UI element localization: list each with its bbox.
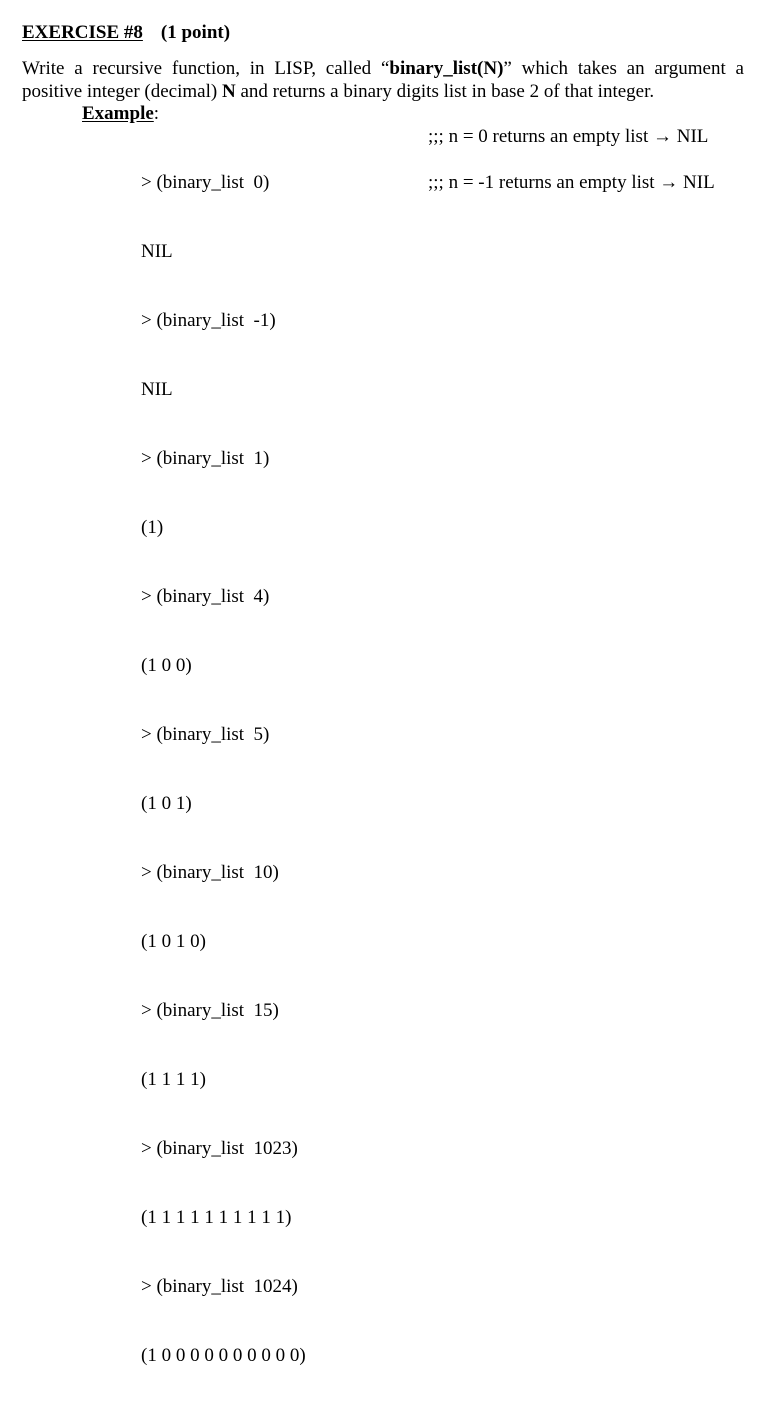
example-colon: : xyxy=(153,103,160,124)
code-line: > (binary_list 1024) xyxy=(141,1276,298,1297)
code-line: > (binary_list 0) xyxy=(141,172,270,193)
exercise-points: (1 point) xyxy=(160,22,231,43)
exercise-title: EXERCISE #8 xyxy=(22,22,143,43)
argument-name: N xyxy=(221,81,236,102)
exercise-description xyxy=(22,57,744,103)
code-line: > (binary_list -1) xyxy=(141,310,276,331)
code-comment: ;;; n = 0 returns an empty list → NIL xyxy=(428,126,709,147)
description-line-1-post: ” which takes an argument a xyxy=(503,58,744,79)
exercise-heading xyxy=(22,22,230,44)
description-line-1 xyxy=(22,57,744,80)
code-line: NIL xyxy=(141,379,173,400)
example-comments xyxy=(428,125,715,194)
code-line: (1 1 1 1 1 1 1 1 1 1) xyxy=(141,1207,292,1228)
code-line: > (binary_list 15) xyxy=(141,1000,279,1021)
description-line-1-pre: Write a recursive function, in LISP, called “ xyxy=(22,58,390,79)
description-line-2-post: and returns a binary digits list in base 2 of that integer. xyxy=(235,81,655,102)
code-line: (1 0 1 0) xyxy=(141,931,206,952)
code-line: > (binary_list 5) xyxy=(141,724,270,745)
example-heading xyxy=(82,103,159,125)
code-line: > (binary_list 10) xyxy=(141,862,279,883)
description-line-2-pre: positive integer (decimal) xyxy=(22,81,222,102)
example-label: Example xyxy=(82,103,154,124)
code-line: (1 0 0) xyxy=(141,655,192,676)
code-line: > (binary_list 4) xyxy=(141,586,270,607)
code-line: (1 1 1 1) xyxy=(141,1069,206,1090)
code-line: (1 0 1) xyxy=(141,793,192,814)
code-comment: ;;; n = -1 returns an empty list → NIL xyxy=(428,172,715,193)
code-line: NIL xyxy=(141,241,173,262)
code-line: (1) xyxy=(141,517,164,538)
example-code-block xyxy=(141,125,306,1413)
comment-spacer xyxy=(428,148,715,171)
function-name: binary_list(N) xyxy=(389,58,504,79)
code-line: > (binary_list 1) xyxy=(141,448,270,469)
code-line: (1 0 0 0 0 0 0 0 0 0 0) xyxy=(141,1345,306,1366)
code-line: > (binary_list 1023) xyxy=(141,1138,298,1159)
description-line-2 xyxy=(22,80,744,103)
